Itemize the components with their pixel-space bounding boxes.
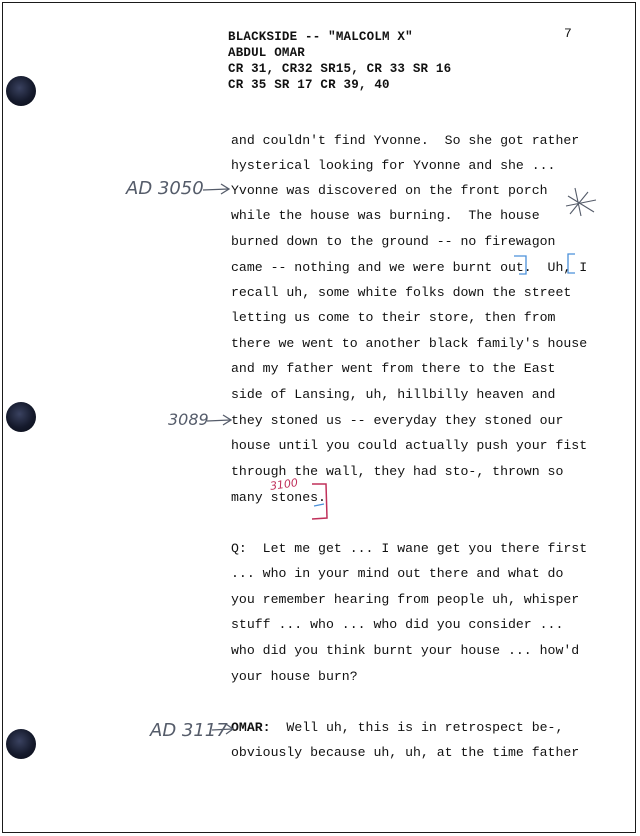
body-line: Yvonne was discovered on the front porch [231, 183, 548, 198]
question-line: who did you think burnt your house ... how'd [231, 643, 580, 658]
body-line: burned down to the ground -- no firewagon [231, 234, 556, 249]
body-line: there we went to another black family's house [231, 336, 588, 351]
timecode-annotation: 3100 [269, 476, 299, 493]
header-title: BLACKSIDE -- "MALCOLM X" [228, 30, 413, 44]
body-line: and my father went from there to the East [231, 361, 556, 376]
body-line: through the wall, they had sto-, thrown so [231, 464, 564, 479]
binder-hole-bottom [6, 729, 36, 759]
answer-text: Well uh, this is in retrospect be-, [270, 720, 564, 735]
question-line: you remember hearing from people uh, whisper [231, 592, 580, 607]
answer-line-first [231, 720, 563, 735]
body-line: while the house was burning. The house [231, 208, 540, 223]
header-subject: ABDUL OMAR [228, 46, 306, 60]
timecode-annotation: 3089 [168, 410, 209, 429]
body-line: side of Lansing, uh, hillbilly heaven and [231, 387, 556, 402]
body-line: many stones. [231, 490, 326, 505]
question-line: Q: Let me get ... I wane get you there first [231, 541, 588, 556]
body-line: recall uh, some white folks down the street [231, 285, 572, 300]
body-line: they stoned us -- everyday they stoned our [231, 413, 564, 428]
question-line: your house burn? [231, 669, 358, 684]
body-line: letting us come to their store, then from [231, 310, 556, 325]
body-line: came -- nothing and we were burnt out. Uh, I [231, 260, 588, 275]
body-line: and couldn't find Yvonne. So she got rather [231, 133, 580, 148]
timecode-annotation: AD 3050 [126, 178, 204, 199]
header-rolls-2: CR 35 SR 17 CR 39, 40 [228, 78, 390, 92]
body-line: hysterical looking for Yvonne and she ... [231, 158, 556, 173]
question-line: stuff ... who ... who did you consider ... [231, 617, 564, 632]
body-line: house until you could actually push your fist [231, 438, 588, 453]
question-line: ... who in your mind out there and what do [231, 566, 564, 581]
binder-hole-top [6, 76, 36, 106]
page-number: 7 [564, 26, 572, 41]
speaker-label: OMAR: [231, 720, 271, 735]
answer-line: obviously because uh, uh, at the time father [231, 745, 580, 760]
binder-hole-middle [6, 402, 36, 432]
timecode-annotation: AD 3117 [150, 720, 228, 741]
header-rolls-1: CR 31, CR32 SR15, CR 33 SR 16 [228, 62, 452, 76]
